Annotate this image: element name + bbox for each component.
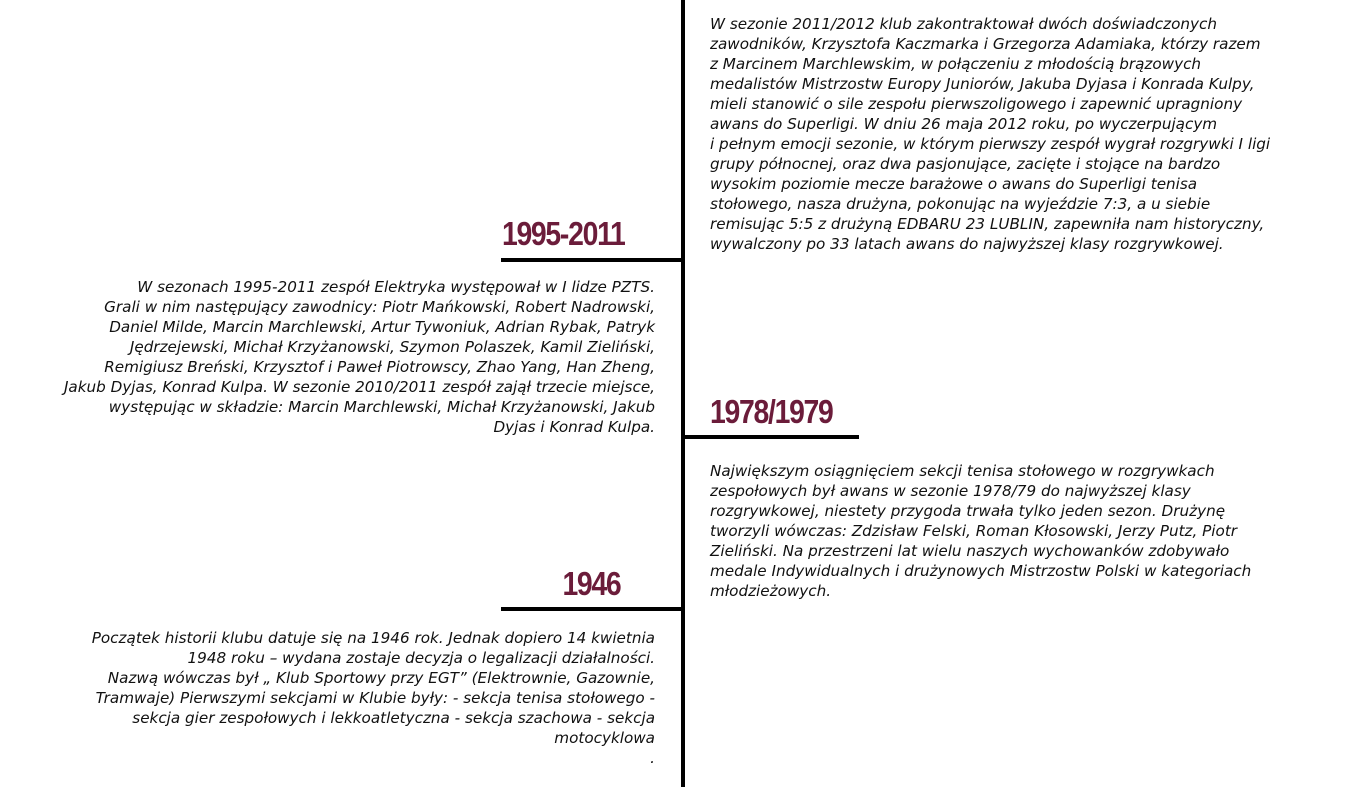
paragraph-line: medalistów Mistrzostw Europy Juniorów, Jakuba Dyjasa i Konrada Kulpy, xyxy=(710,75,1255,93)
paragraph-line: Dyjas i Konrad Kulpa. xyxy=(493,418,655,436)
paragraph-line: wywalczony po 33 latach awans do najwyższej klasy rozgrywkowej. xyxy=(710,235,1224,253)
heading-underline-1995-2011 xyxy=(501,258,681,262)
paragraph-line: Jędrzejewski, Michał Krzyżanowski, Szymon Polaszek, Kamil Zieliński, xyxy=(129,338,655,356)
paragraph-line: młodzieżowych. xyxy=(710,582,832,600)
paragraph-line: Największym osiągnięciem sekcji tenisa stołowego w rozgrywkach xyxy=(710,462,1215,480)
timeline-vertical-line xyxy=(681,0,685,787)
paragraph-line: medale Indywidualnych i drużynowych Mistrzostw Polski w kategoriach xyxy=(710,562,1252,580)
paragraph-line: Nazwą wówczas był „ Klub Sportowy przy EGT” (Elektrownie, Gazownie, xyxy=(107,669,655,687)
paragraph-line: stołowego, nasza drużyna, pokonując na wyjeździe 7:3, a u siebie xyxy=(710,195,1211,213)
paragraph-line: grupy północnej, oraz dwa pasjonujące, zacięte i stojące na bardzo xyxy=(710,155,1221,173)
paragraph-line: zawodników, Krzysztofa Kaczmarka i Grzegorza Adamiaka, którzy razem xyxy=(710,35,1261,53)
paragraph-line: występując w składzie: Marcin Marchlewski, Michał Krzyżanowski, Jakub xyxy=(108,398,655,416)
paragraph-line: Jakub Dyjas, Konrad Kulpa. W sezonie 2010/2011 zespół zajął trzecie miejsce, xyxy=(63,378,655,396)
year-heading-1946: 1946 xyxy=(562,565,620,602)
paragraph-line: sekcja gier zespołowych i lekkoatletyczna - sekcja szachowa - sekcja xyxy=(132,709,655,727)
paragraph-line: tworzyli wówczas: Zdzisław Felski, Roman Kłosowski, Jerzy Putz, Piotr xyxy=(710,522,1238,540)
history-paragraph-2011-2012 xyxy=(710,14,1270,254)
paragraph-line: zespołowych był awans w sezonie 1978/79 do najwyższej klasy xyxy=(710,482,1191,500)
paragraph-line: awans do Superligi. W dniu 26 maja 2012 roku, po wyczerpującym xyxy=(710,115,1218,133)
paragraph-line: i pełnym emocji sezonie, w którym pierwszy zespół wygrał rozgrywki I ligi xyxy=(710,135,1271,153)
paragraph-line: Daniel Milde, Marcin Marchlewski, Artur Tywoniuk, Adrian Rybak, Patryk xyxy=(109,318,655,336)
paragraph-line: motocyklowa xyxy=(554,729,655,747)
heading-underline-1978-1979 xyxy=(684,435,859,439)
heading-underline-1946 xyxy=(501,607,681,611)
paragraph-line: rozgrywkowej, niestety przygoda trwała tylko jeden sezon. Drużynę xyxy=(710,502,1226,520)
paragraph-line: . xyxy=(650,749,655,767)
history-paragraph-1978-1979 xyxy=(710,461,1251,601)
paragraph-line: z Marcinem Marchlewskim, w połączeniu z młodością brązowych xyxy=(710,55,1202,73)
paragraph-line: Remigiusz Breński, Krzysztof i Paweł Piotrowscy, Zhao Yang, Han Zheng, xyxy=(104,358,655,376)
paragraph-line: W sezonie 2011/2012 klub zakontraktował dwóch doświadczonych xyxy=(710,15,1217,33)
paragraph-line: mieli stanowić o sile zespołu pierwszoligowego i zapewnić upragniony xyxy=(710,95,1243,113)
history-paragraph-1946 xyxy=(92,628,655,768)
year-heading-1995-2011: 1995-2011 xyxy=(501,215,624,252)
paragraph-line: Tramwaje) Pierwszymi sekcjami w Klubie były: - sekcja tenisa stołowego - xyxy=(95,689,655,707)
paragraph-line: Początek historii klubu datuje się na 1946 rok. Jednak dopiero 14 kwietnia xyxy=(91,629,655,647)
paragraph-line: W sezonach 1995-2011 zespół Elektryka występował w I lidze PZTS. xyxy=(137,278,655,296)
history-paragraph-1995-2011 xyxy=(64,277,655,437)
paragraph-line: 1948 roku – wydana zostaje decyzja o legalizacji działalności. xyxy=(187,649,655,667)
paragraph-line: Zieliński. Na przestrzeni lat wielu naszych wychowanków zdobywało xyxy=(710,542,1230,560)
paragraph-line: Grali w nim następujący zawodnicy: Piotr Mańkowski, Robert Nadrowski, xyxy=(104,298,655,316)
paragraph-line: remisując 5:5 z drużyną EDBARU 23 LUBLIN, zapewniła nam historyczny, xyxy=(710,215,1265,233)
paragraph-line: wysokim poziomie mecze barażowe o awans do Superligi tenisa xyxy=(710,175,1198,193)
year-heading-1978-1979: 1978/1979 xyxy=(710,393,833,430)
